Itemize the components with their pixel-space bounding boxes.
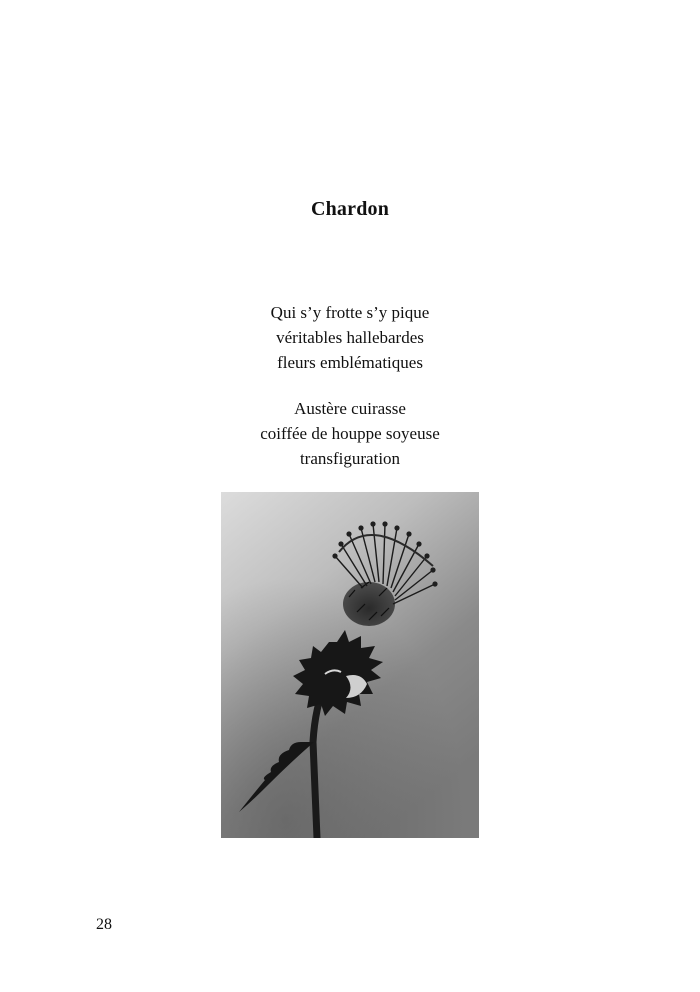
- thistle-illustration: [221, 492, 479, 838]
- poem-line: véritables hallebardes: [276, 328, 424, 347]
- stanza-2: [0, 396, 700, 471]
- poem-line: coiffée de houppe soyeuse: [260, 424, 440, 443]
- poem-line: Qui s’y frotte s’y pique: [270, 303, 430, 322]
- stanza-1: [0, 300, 700, 375]
- poem-line: transfiguration: [299, 449, 401, 468]
- poem-line: fleurs emblématiques: [277, 353, 423, 372]
- poem-title: Chardon: [310, 198, 390, 220]
- poem-line: Austère cuirasse: [294, 399, 406, 418]
- page-number: 28: [96, 916, 112, 933]
